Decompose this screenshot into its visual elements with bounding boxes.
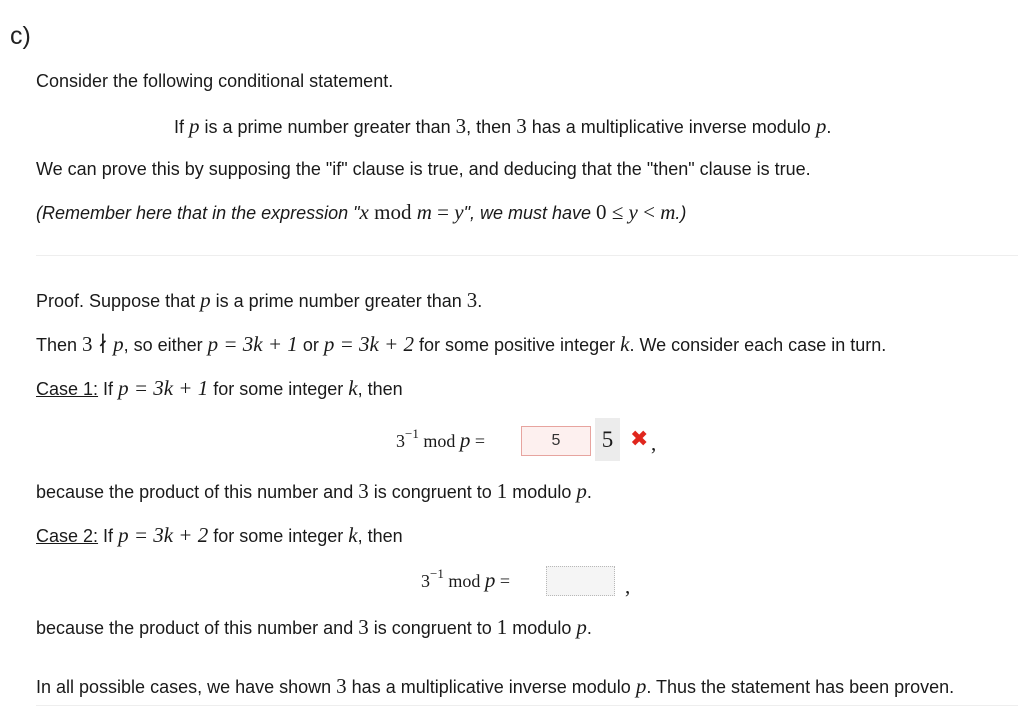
case2-comma: , [625, 574, 631, 598]
case2-label: Case 2: [36, 526, 99, 546]
bottom-divider [36, 705, 1018, 706]
case2-equation: $3^{-1}$ mod p = [421, 566, 511, 592]
proof-cases: Then 3 ∤ p, so either p = 3k + 1 or p = 3k + 2 for some positive integer k. We consider each case in turn. [36, 332, 887, 356]
case1-label: Case 1: [36, 379, 99, 399]
proof-suppose: Proof. Suppose that p is a prime number greater than 3. [36, 288, 483, 312]
case1-comma: , [651, 431, 657, 455]
because2-line: because the product of this number and 3 is congruent to 1 modulo p. [36, 615, 592, 639]
case1-line: Case 1: If p = 3k + 1 for some integer k, then [36, 376, 403, 400]
case2-line: Case 2: If p = 3k + 2 for some integer k, then [36, 523, 403, 547]
intro-prove: We can prove this by supposing the "if" clause is true, and deducing that the "then" clause is true. [36, 159, 811, 179]
case2-answer-input[interactable] [546, 566, 615, 596]
intro-consider: Consider the following conditional statement. [36, 71, 394, 91]
conditional-statement: If p is a prime number greater than 3, then 3 has a multiplicative inverse modulo p. [174, 114, 832, 138]
case1-answer-preview: 5 [595, 418, 620, 461]
because1-line: because the product of this number and 3 is congruent to 1 modulo p. [36, 479, 592, 503]
case1-equation: $3^{-1}$ mod p = [396, 426, 486, 452]
conclusion-line: In all possible cases, we have shown 3 has a multiplicative inverse modulo p. Thus the statement has been proven. [36, 674, 955, 698]
part-label: c) [10, 22, 31, 50]
intro-remember: (Remember here that in the expression "x mod m = y", we must have 0 ≤ y < m.) [36, 200, 687, 224]
incorrect-icon: ✖ [630, 426, 649, 451]
case1-answer-input[interactable]: 5 [521, 426, 591, 456]
section-divider [36, 255, 1018, 256]
